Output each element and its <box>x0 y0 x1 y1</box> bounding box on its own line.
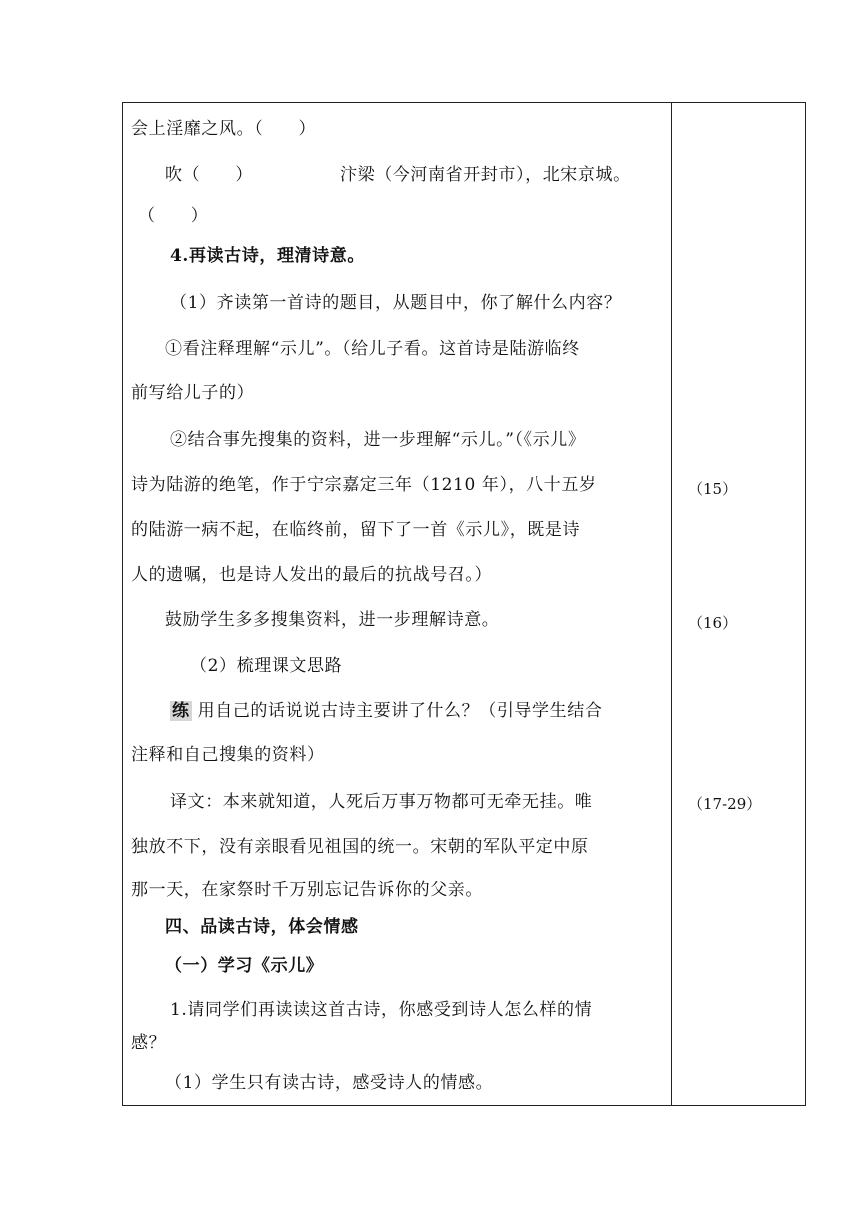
text-line: 译文：本来就知道，人死后万事万物都可无牵无挂。唯 <box>170 792 593 812</box>
text-line <box>170 701 602 721</box>
text-line: 诗为陆游的绝笔，作于宁宗嘉定三年（1210 年），八十五岁 <box>131 475 597 495</box>
text-line: ②结合事先搜集的资料，进一步理解“示儿。”（《示儿》 <box>170 430 586 450</box>
text-line: （1）齐读第一首诗的题目，从题目中，你了解什么内容？ <box>170 293 622 313</box>
text-line: 汴梁（今河南省开封市），北宋京城。 <box>340 165 631 185</box>
text-line: 鼓励学生多多搜集资料，进一步理解诗意。 <box>165 610 500 630</box>
time-note: （16） <box>688 614 738 632</box>
column-divider <box>671 102 672 1106</box>
text-line: 的陆游一病不起，在临终前，留下了一首《示儿》，既是诗 <box>131 520 581 540</box>
text-line: （1）学生只有读古诗，感受诗人的情感。 <box>165 1073 494 1093</box>
section-heading: 四、品读古诗，体会情感 <box>165 917 359 937</box>
subsection-heading: （一）学习《示儿》 <box>165 956 324 976</box>
text-line: 独放不下，没有亲眼看见祖国的统一。宋朝的军队平定中原 <box>131 837 589 857</box>
text-line: （ ） <box>138 206 209 226</box>
text-line: 吹（ ） <box>165 165 253 185</box>
text-line: 注释和自己搜集的资料） <box>131 745 325 765</box>
text-line: 感？ <box>131 1033 167 1053</box>
text-span: 用自己的话说说古诗主要讲了什么？（引导学生结合 <box>197 701 603 721</box>
text-line: 会上淫靡之风。（ ） <box>131 119 317 139</box>
text-line: 人的遗嘱，也是诗人发出的最后的抗战号召。） <box>131 565 493 585</box>
time-note: （15） <box>688 480 738 498</box>
text-line: （2）梳理课文思路 <box>190 656 343 676</box>
text-line: ①看注释理解“示儿”。（给儿子看。这首诗是陆游临终 <box>165 339 580 359</box>
time-note: （17-29） <box>688 795 762 813</box>
text-line: 1.请同学们再读读这首古诗，你感受到诗人怎么样的情 <box>170 1000 593 1020</box>
section-heading: 4.再读古诗，理清诗意。 <box>170 246 365 266</box>
text-line: 前写给儿子的） <box>131 383 255 403</box>
practice-mark: 练 <box>172 701 190 721</box>
text-line: 那一天，在家祭时千万别忘记告诉你的父亲。 <box>131 880 483 900</box>
